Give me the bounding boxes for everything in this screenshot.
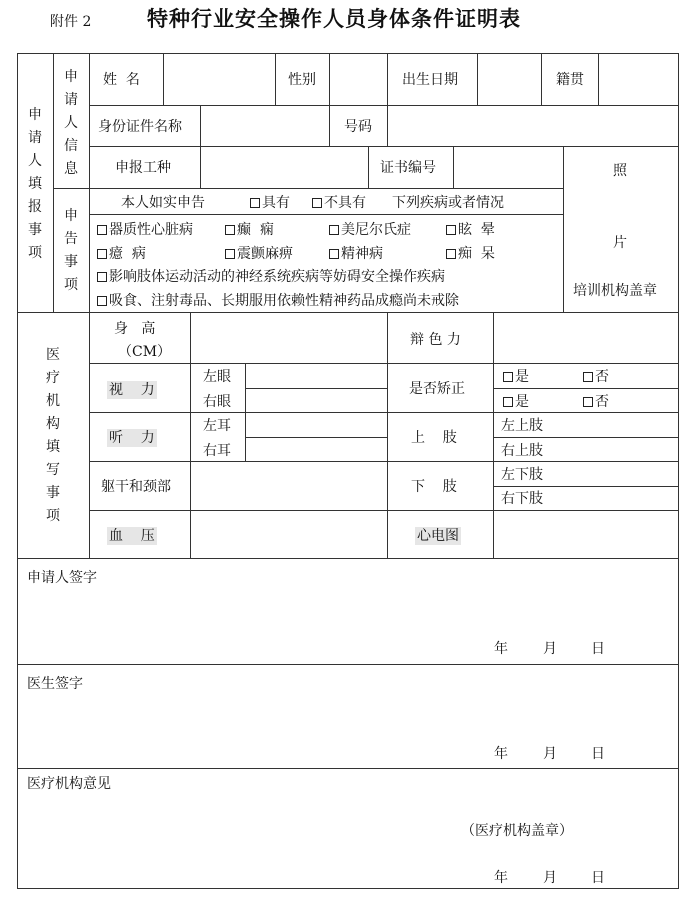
upper-limb-label: 上 肢 <box>411 430 457 446</box>
left-eye-field[interactable] <box>246 364 386 387</box>
date-month: 月 <box>543 641 557 657</box>
institution-opinion-label: 医疗机构意见 <box>27 776 111 792</box>
origin-label: 籍贯 <box>556 72 584 88</box>
vision-label: 视 力 <box>109 382 155 398</box>
gender-field[interactable] <box>330 54 386 104</box>
applicant-signature-area[interactable] <box>18 590 488 660</box>
lower-limb-label: 下 肢 <box>411 479 457 495</box>
checkbox-icon <box>329 249 339 259</box>
checkbox-icon <box>97 296 107 306</box>
blood-pressure-label: 血 压 <box>109 528 155 544</box>
certificate-number-label: 证书编号 <box>380 160 436 176</box>
institution-stamp-label: （医疗机构盖章） <box>461 823 573 839</box>
left-ear-field[interactable] <box>246 413 386 436</box>
hearing-label: 听 力 <box>109 430 155 446</box>
doctor-signature-label: 医生签字 <box>27 676 83 692</box>
id-type-field[interactable] <box>201 106 328 145</box>
height-unit-label: （CM） <box>118 344 172 360</box>
applicant-group-label: 申请人填报事项 <box>28 107 42 261</box>
checkbox-icon <box>446 249 456 259</box>
applicant-info-label: 申请人信息 <box>64 69 78 177</box>
left-ear-label: 左耳 <box>203 418 231 434</box>
job-type-label: 申报工种 <box>115 160 171 176</box>
date-year: 年 <box>494 870 508 886</box>
checkbox-icon <box>583 397 593 407</box>
checkbox-icon <box>97 249 107 259</box>
checkbox-icon <box>503 397 513 407</box>
page-title: 特种行业安全操作人员身体条件证明表 <box>147 6 521 31</box>
ecg-label: 心电图 <box>417 528 459 544</box>
gender-label: 性别 <box>288 72 316 88</box>
checkbox-icon <box>583 372 593 382</box>
checkbox-icon <box>225 249 235 259</box>
disease-heart[interactable]: 器质性心脏病 <box>97 222 193 238</box>
right-upper-limb-label: 右上肢 <box>501 443 543 459</box>
date-month: 月 <box>543 870 557 886</box>
right-lower-limb-label: 右下肢 <box>501 491 543 507</box>
trunk-neck-label: 躯干和颈部 <box>101 479 171 495</box>
date-day: 日 <box>591 641 605 657</box>
name-field[interactable] <box>164 54 274 104</box>
origin-field[interactable] <box>599 54 677 104</box>
checkbox-icon <box>97 272 107 282</box>
left-lower-limb-label: 左下肢 <box>501 467 543 483</box>
left-upper-limb-label: 左上肢 <box>501 418 543 434</box>
id-type-label: 身份证件名称 <box>98 119 182 135</box>
corrected-label: 是否矫正 <box>409 381 465 397</box>
doctor-signature-area[interactable] <box>18 696 488 764</box>
height-label: 身 高 <box>114 321 156 337</box>
disease-vertigo[interactable]: 眩 晕 <box>446 222 495 238</box>
certificate-number-field[interactable] <box>454 147 562 187</box>
photo-label-bottom: 片 <box>613 235 627 251</box>
height-field[interactable] <box>191 313 386 362</box>
disease-neuro[interactable]: 影响肢体运动活动的神经系统疾病等妨碍安全操作疾病 <box>97 269 445 285</box>
checkbox-icon <box>446 225 456 235</box>
name-label: 姓 名 <box>103 72 140 88</box>
disease-drugs[interactable]: 吸食、注射毒品、长期服用依赖性精神药品成瘾尚未戒除 <box>97 293 459 309</box>
trunk-neck-field[interactable] <box>191 462 386 509</box>
blood-pressure-field[interactable] <box>191 511 386 557</box>
declare-intro: 本人如实申告 <box>121 195 205 211</box>
birth-date-field[interactable] <box>478 54 540 104</box>
attachment-label: 附件 2 <box>50 14 92 30</box>
job-type-field[interactable] <box>201 147 367 187</box>
color-vision-label: 辩 色 力 <box>410 332 461 348</box>
right-ear-label: 右耳 <box>203 443 231 459</box>
photo-label-top: 照 <box>613 163 627 179</box>
checkbox-icon <box>225 225 235 235</box>
checkbox-icon <box>97 225 107 235</box>
date-year: 年 <box>494 641 508 657</box>
disease-mental[interactable]: 精神病 <box>329 246 383 262</box>
medical-group-label: 医疗机构填写事项 <box>46 347 60 524</box>
right-eye-corrected-no[interactable]: 否 <box>583 394 609 410</box>
checkbox-icon <box>329 225 339 235</box>
left-eye-corrected-no[interactable]: 否 <box>583 369 609 385</box>
training-stamp-label: 培训机构盖章 <box>573 283 657 299</box>
date-month: 月 <box>543 746 557 762</box>
option-have[interactable]: 具有 <box>250 195 290 211</box>
left-eye-corrected-yes[interactable]: 是 <box>503 369 529 385</box>
right-eye-corrected-yes[interactable]: 是 <box>503 394 529 410</box>
right-ear-field[interactable] <box>246 438 386 460</box>
disease-dementia[interactable]: 痴 呆 <box>446 246 495 262</box>
disease-meniere[interactable]: 美尼尔氏症 <box>329 222 411 238</box>
right-eye-field[interactable] <box>246 389 386 411</box>
id-number-label: 号码 <box>344 119 372 135</box>
date-day: 日 <box>591 870 605 886</box>
applicant-signature-label: 申请人签字 <box>27 570 97 586</box>
ecg-field[interactable] <box>494 511 677 557</box>
color-vision-field[interactable] <box>494 313 677 362</box>
declare-tail: 下列疾病或者情况 <box>392 195 504 211</box>
id-number-field[interactable] <box>388 106 677 145</box>
checkbox-icon <box>312 198 322 208</box>
disease-tremor[interactable]: 震颤麻痹 <box>225 246 293 262</box>
checkbox-icon <box>503 372 513 382</box>
date-year: 年 <box>494 746 508 762</box>
left-eye-label: 左眼 <box>203 369 231 385</box>
disease-hysteria[interactable]: 癔 病 <box>97 246 146 262</box>
date-day: 日 <box>591 746 605 762</box>
option-not-have[interactable]: 不具有 <box>312 195 366 211</box>
birth-date-label: 出生日期 <box>402 72 458 88</box>
checkbox-icon <box>250 198 260 208</box>
institution-opinion-area[interactable] <box>18 796 458 884</box>
right-eye-label: 右眼 <box>203 394 231 410</box>
declare-label: 申告事项 <box>64 208 78 293</box>
disease-epilepsy[interactable]: 癫 痫 <box>225 222 274 238</box>
